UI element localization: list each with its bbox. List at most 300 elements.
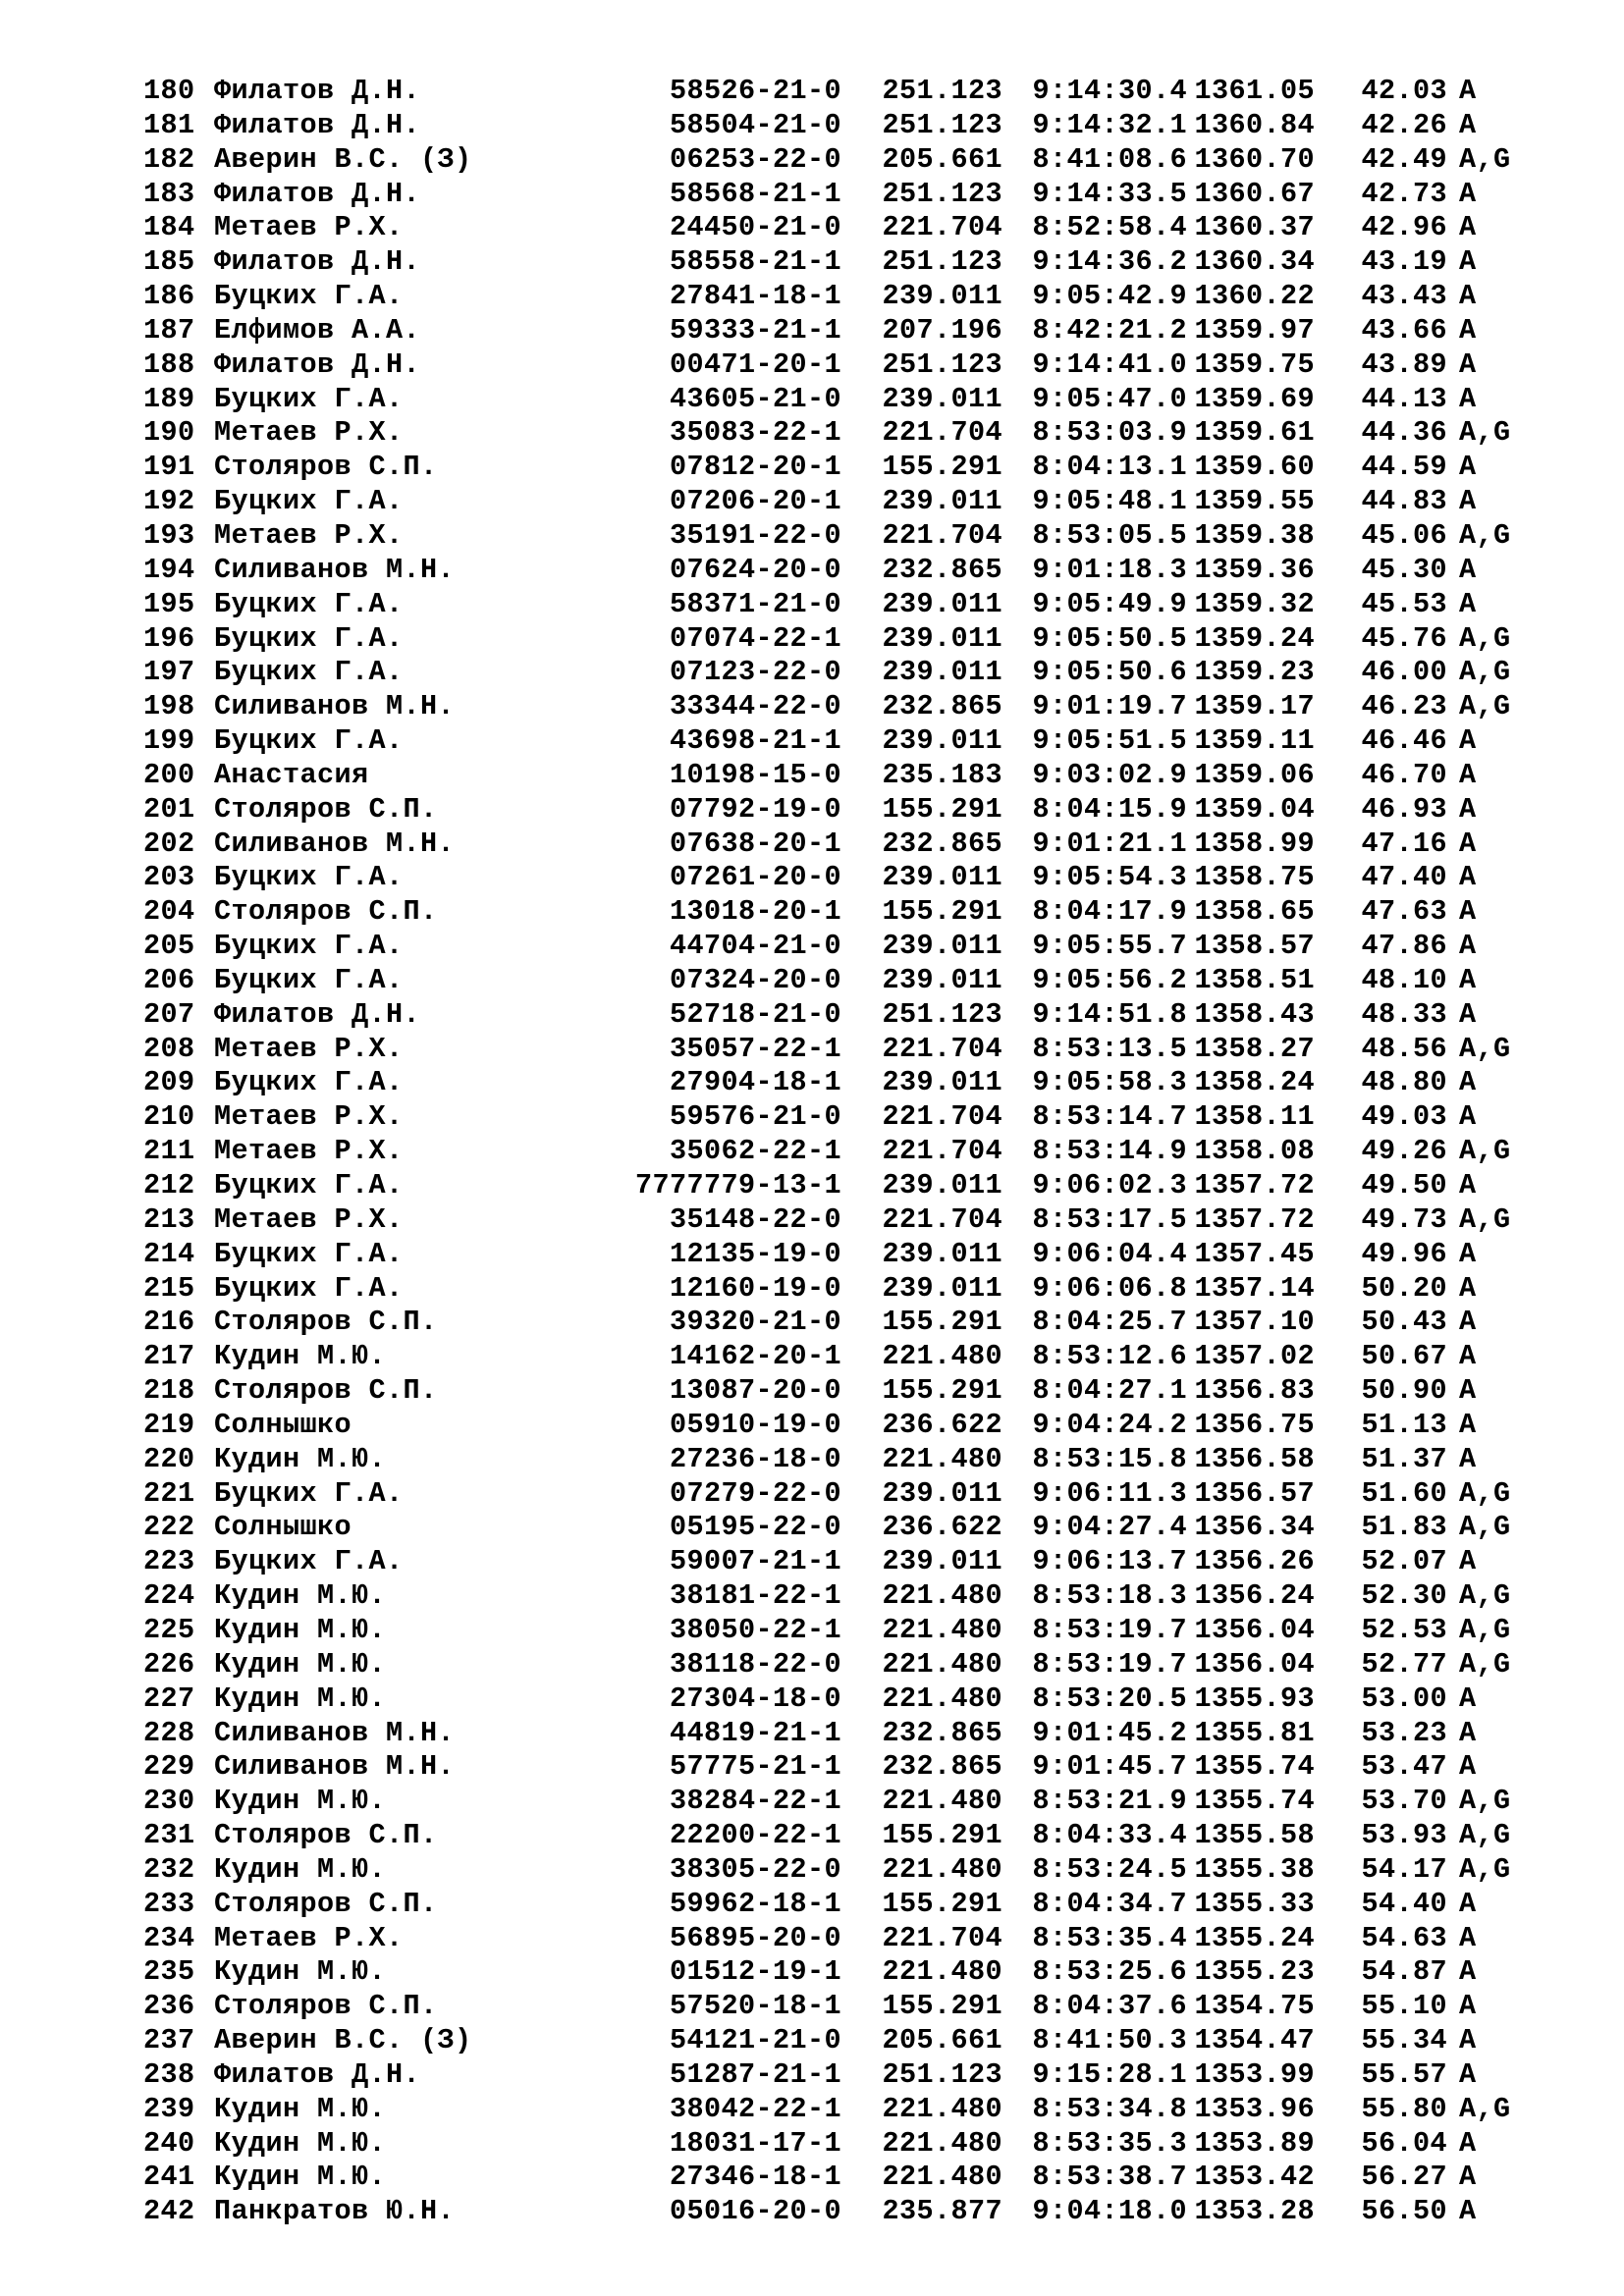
time-cell: 8:04:34.7 <box>1032 1887 1187 1920</box>
ring-code-cell: 07074-22-1 <box>669 621 841 655</box>
rank-cell: 203 <box>143 861 195 894</box>
flag-cell: A <box>1459 1682 1477 1715</box>
ring-code-cell: 58526-21-0 <box>669 75 841 107</box>
speed-cell: 1359.60 <box>1194 451 1315 484</box>
percent-cell: 53.93 <box>1361 1819 1447 1852</box>
rank-cell: 219 <box>143 1408 195 1441</box>
distance-cell: 155.291 <box>882 895 1002 929</box>
table-row <box>143 588 1547 622</box>
name-cell: Метаев Р.Х. <box>214 1100 404 1134</box>
name-cell: Буцких Г.А. <box>214 1237 404 1270</box>
flag-cell: A,G <box>1459 1785 1511 1818</box>
ring-code-cell: 38284-22-1 <box>669 1785 841 1818</box>
rank-cell: 218 <box>143 1374 195 1408</box>
ring-code-cell: 59576-21-0 <box>669 1100 841 1134</box>
flag-cell: A <box>1459 1100 1477 1134</box>
name-cell: Кудин М.Ю. <box>214 1785 387 1818</box>
percent-cell: 53.23 <box>1361 1716 1447 1749</box>
percent-cell: 56.04 <box>1361 2126 1447 2160</box>
table-row <box>143 2127 1547 2162</box>
flag-cell: A <box>1459 1887 1477 1920</box>
distance-cell: 221.480 <box>882 2161 1002 2194</box>
distance-cell: 251.123 <box>882 245 1002 279</box>
table-row <box>143 895 1547 930</box>
name-cell: Метаев Р.Х. <box>214 518 404 552</box>
ring-code-cell: 07206-20-1 <box>669 485 841 518</box>
table-row <box>143 109 1547 143</box>
flag-cell: A <box>1459 1750 1477 1784</box>
name-cell: Кудин М.Ю. <box>214 1647 387 1681</box>
flag-cell: A <box>1459 758 1477 791</box>
distance-cell: 239.011 <box>882 485 1002 518</box>
speed-cell: 1359.69 <box>1194 382 1315 415</box>
ring-code-cell: 06253-22-0 <box>669 142 841 176</box>
flag-cell: A,G <box>1459 1476 1511 1510</box>
table-row <box>143 1648 1547 1682</box>
percent-cell: 48.10 <box>1361 963 1447 996</box>
time-cell: 8:53:12.6 <box>1032 1340 1187 1373</box>
speed-cell: 1354.47 <box>1194 2024 1315 2057</box>
distance-cell: 155.291 <box>882 1819 1002 1852</box>
name-cell: Кудин М.Ю. <box>214 1442 387 1475</box>
time-cell: 9:14:51.8 <box>1032 997 1187 1031</box>
flag-cell: A <box>1459 553 1477 586</box>
flag-cell: A <box>1459 2024 1477 2057</box>
rank-cell: 231 <box>143 1819 195 1852</box>
flag-cell: A <box>1459 1271 1477 1305</box>
speed-cell: 1355.33 <box>1194 1887 1315 1920</box>
flag-cell: A <box>1459 1066 1477 1099</box>
name-cell: Елфимов А.А. <box>214 313 421 347</box>
ring-code-cell: 07261-20-0 <box>669 861 841 894</box>
table-row <box>143 1272 1547 1307</box>
percent-cell: 46.00 <box>1361 656 1447 689</box>
distance-cell: 239.011 <box>882 724 1002 758</box>
ring-code-cell: 44704-21-0 <box>669 930 841 963</box>
ring-code-cell: 27904-18-1 <box>669 1066 841 1099</box>
name-cell: Буцких Г.А. <box>214 1476 404 1510</box>
percent-cell: 42.49 <box>1361 142 1447 176</box>
rank-cell: 237 <box>143 2024 195 2057</box>
speed-cell: 1355.93 <box>1194 1682 1315 1715</box>
speed-cell: 1356.24 <box>1194 1579 1315 1613</box>
percent-cell: 42.73 <box>1361 177 1447 210</box>
flag-cell: A,G <box>1459 1852 1511 1886</box>
distance-cell: 239.011 <box>882 656 1002 689</box>
flag-cell: A,G <box>1459 1135 1511 1168</box>
ring-code-cell: 00471-20-1 <box>669 347 841 381</box>
speed-cell: 1358.57 <box>1194 930 1315 963</box>
time-cell: 9:06:13.7 <box>1032 1545 1187 1578</box>
time-cell: 9:05:50.6 <box>1032 656 1187 689</box>
distance-cell: 221.480 <box>882 2126 1002 2160</box>
speed-cell: 1357.02 <box>1194 1340 1315 1373</box>
time-cell: 9:01:45.7 <box>1032 1750 1187 1784</box>
table-row <box>143 793 1547 828</box>
table-row <box>143 1238 1547 1272</box>
percent-cell: 42.96 <box>1361 211 1447 244</box>
time-cell: 9:05:55.7 <box>1032 930 1187 963</box>
rank-cell: 227 <box>143 1682 195 1715</box>
speed-cell: 1354.75 <box>1194 1990 1315 2023</box>
speed-cell: 1356.34 <box>1194 1511 1315 1544</box>
time-cell: 9:03:02.9 <box>1032 758 1187 791</box>
table-row <box>143 1340 1547 1374</box>
name-cell: Буцких Г.А. <box>214 587 404 620</box>
speed-cell: 1353.99 <box>1194 2057 1315 2091</box>
table-row <box>143 178 1547 212</box>
distance-cell: 239.011 <box>882 382 1002 415</box>
ring-code-cell: 39320-21-0 <box>669 1306 841 1339</box>
speed-cell: 1357.10 <box>1194 1306 1315 1339</box>
name-cell: Кудин М.Ю. <box>214 1613 387 1646</box>
rank-cell: 221 <box>143 1476 195 1510</box>
distance-cell: 232.865 <box>882 1716 1002 1749</box>
speed-cell: 1353.96 <box>1194 2092 1315 2125</box>
time-cell: 9:14:33.5 <box>1032 177 1187 210</box>
table-row <box>143 1785 1547 1819</box>
speed-cell: 1358.65 <box>1194 895 1315 929</box>
ring-code-cell: 18031-17-1 <box>669 2126 841 2160</box>
rank-cell: 230 <box>143 1785 195 1818</box>
time-cell: 8:53:13.5 <box>1032 1032 1187 1065</box>
name-cell: Метаев Р.Х. <box>214 1135 404 1168</box>
distance-cell: 239.011 <box>882 1169 1002 1201</box>
ring-code-cell: 58504-21-0 <box>669 108 841 141</box>
flag-cell: A,G <box>1459 1032 1511 1065</box>
percent-cell: 50.20 <box>1361 1271 1447 1305</box>
ring-code-cell: 59962-18-1 <box>669 1887 841 1920</box>
table-row <box>143 828 1547 862</box>
percent-cell: 53.70 <box>1361 1785 1447 1818</box>
time-cell: 9:14:30.4 <box>1032 75 1187 107</box>
table-row <box>143 1477 1547 1512</box>
name-cell: Буцких Г.А. <box>214 1169 404 1201</box>
flag-cell: A,G <box>1459 1579 1511 1613</box>
table-row <box>143 1066 1547 1100</box>
time-cell: 8:04:17.9 <box>1032 895 1187 929</box>
ring-code-cell: 05195-22-0 <box>669 1511 841 1544</box>
rank-cell: 238 <box>143 2057 195 2091</box>
table-row <box>143 143 1547 178</box>
speed-cell: 1358.51 <box>1194 963 1315 996</box>
speed-cell: 1359.04 <box>1194 792 1315 826</box>
name-cell: Силиванов М.Н. <box>214 1750 456 1784</box>
time-cell: 8:53:03.9 <box>1032 416 1187 450</box>
table-row <box>143 622 1547 657</box>
ring-code-cell: 35083-22-1 <box>669 416 841 450</box>
distance-cell: 235.877 <box>882 2195 1002 2228</box>
speed-cell: 1355.23 <box>1194 1955 1315 1989</box>
rank-cell: 215 <box>143 1271 195 1305</box>
rank-cell: 225 <box>143 1613 195 1646</box>
time-cell: 8:04:27.1 <box>1032 1374 1187 1408</box>
percent-cell: 47.16 <box>1361 827 1447 860</box>
distance-cell: 251.123 <box>882 347 1002 381</box>
rank-cell: 208 <box>143 1032 195 1065</box>
flag-cell: A <box>1459 313 1477 347</box>
name-cell: Силиванов М.Н. <box>214 1716 456 1749</box>
name-cell: Буцких Г.А. <box>214 656 404 689</box>
percent-cell: 48.80 <box>1361 1066 1447 1099</box>
percent-cell: 44.83 <box>1361 485 1447 518</box>
ring-code-cell: 27346-18-1 <box>669 2161 841 2194</box>
ring-code-cell: 24450-21-0 <box>669 211 841 244</box>
rank-cell: 194 <box>143 553 195 586</box>
distance-cell: 155.291 <box>882 1990 1002 2023</box>
name-cell: Филатов Д.Н. <box>214 2057 421 2091</box>
table-row <box>143 690 1547 724</box>
name-cell: Буцких Г.А. <box>214 861 404 894</box>
flag-cell: A <box>1459 963 1477 996</box>
time-cell: 8:53:17.5 <box>1032 1202 1187 1236</box>
flag-cell: A <box>1459 827 1477 860</box>
time-cell: 9:01:19.7 <box>1032 690 1187 723</box>
rank-cell: 239 <box>143 2092 195 2125</box>
name-cell: Анастасия <box>214 758 369 791</box>
ring-code-cell: 07638-20-1 <box>669 827 841 860</box>
name-cell: Кудин М.Ю. <box>214 1852 387 1886</box>
percent-cell: 46.70 <box>1361 758 1447 791</box>
table-row <box>143 75 1547 109</box>
percent-cell: 53.47 <box>1361 1750 1447 1784</box>
percent-cell: 51.83 <box>1361 1511 1447 1544</box>
name-cell: Солнышко <box>214 1408 352 1441</box>
time-cell: 9:01:18.3 <box>1032 553 1187 586</box>
speed-cell: 1353.89 <box>1194 2126 1315 2160</box>
ring-code-cell: 43698-21-1 <box>669 724 841 758</box>
time-cell: 9:05:50.5 <box>1032 621 1187 655</box>
time-cell: 9:04:27.4 <box>1032 1511 1187 1544</box>
distance-cell: 221.480 <box>882 1442 1002 1475</box>
rank-cell: 236 <box>143 1990 195 2023</box>
percent-cell: 47.40 <box>1361 861 1447 894</box>
time-cell: 8:53:35.3 <box>1032 2126 1187 2160</box>
distance-cell: 251.123 <box>882 997 1002 1031</box>
speed-cell: 1359.38 <box>1194 518 1315 552</box>
distance-cell: 221.480 <box>882 2092 1002 2125</box>
flag-cell: A <box>1459 1169 1477 1201</box>
time-cell: 9:01:45.2 <box>1032 1716 1187 1749</box>
flag-cell: A <box>1459 347 1477 381</box>
table-row <box>143 1614 1547 1648</box>
percent-cell: 50.90 <box>1361 1374 1447 1408</box>
distance-cell: 155.291 <box>882 451 1002 484</box>
rank-cell: 204 <box>143 895 195 929</box>
speed-cell: 1359.32 <box>1194 587 1315 620</box>
ring-code-cell: 58558-21-1 <box>669 245 841 279</box>
ring-code-cell: 58371-21-0 <box>669 587 841 620</box>
flag-cell: A,G <box>1459 1202 1511 1236</box>
name-cell: Столяров С.П. <box>214 895 438 929</box>
ring-code-cell: 07624-20-0 <box>669 553 841 586</box>
name-cell: Кудин М.Ю. <box>214 2126 387 2160</box>
speed-cell: 1358.08 <box>1194 1135 1315 1168</box>
rank-cell: 214 <box>143 1237 195 1270</box>
rank-cell: 186 <box>143 280 195 313</box>
speed-cell: 1357.72 <box>1194 1169 1315 1201</box>
percent-cell: 43.43 <box>1361 280 1447 313</box>
distance-cell: 236.622 <box>882 1408 1002 1441</box>
time-cell: 9:04:18.0 <box>1032 2195 1187 2228</box>
ring-code-cell: 12135-19-0 <box>669 1237 841 1270</box>
rank-cell: 188 <box>143 347 195 381</box>
flag-cell: A <box>1459 1442 1477 1475</box>
distance-cell: 221.704 <box>882 1135 1002 1168</box>
rank-cell: 241 <box>143 2161 195 2194</box>
percent-cell: 45.30 <box>1361 553 1447 586</box>
table-row <box>143 1511 1547 1545</box>
ring-code-cell: 35062-22-1 <box>669 1135 841 1168</box>
percent-cell: 47.86 <box>1361 930 1447 963</box>
table-row <box>143 964 1547 998</box>
rank-cell: 183 <box>143 177 195 210</box>
time-cell: 8:53:19.7 <box>1032 1647 1187 1681</box>
speed-cell: 1356.04 <box>1194 1613 1315 1646</box>
distance-cell: 221.704 <box>882 416 1002 450</box>
table-row <box>143 2058 1547 2093</box>
ring-code-cell: 14162-20-1 <box>669 1340 841 1373</box>
name-cell: Силиванов М.Н. <box>214 553 456 586</box>
time-cell: 8:53:14.9 <box>1032 1135 1187 1168</box>
percent-cell: 52.07 <box>1361 1545 1447 1578</box>
speed-cell: 1356.57 <box>1194 1476 1315 1510</box>
speed-cell: 1360.84 <box>1194 108 1315 141</box>
table-row <box>143 1990 1547 2024</box>
ring-code-cell: 27236-18-0 <box>669 1442 841 1475</box>
distance-cell: 251.123 <box>882 177 1002 210</box>
name-cell: Метаев Р.Х. <box>214 416 404 450</box>
table-row <box>143 451 1547 485</box>
distance-cell: 221.480 <box>882 1340 1002 1373</box>
name-cell: Столяров С.П. <box>214 1819 438 1852</box>
distance-cell: 251.123 <box>882 108 1002 141</box>
name-cell: Филатов Д.Н. <box>214 177 421 210</box>
name-cell: Солнышко <box>214 1511 352 1544</box>
table-row <box>143 1955 1547 1990</box>
percent-cell: 42.03 <box>1361 75 1447 107</box>
ring-code-cell: 35191-22-0 <box>669 518 841 552</box>
time-cell: 8:04:37.6 <box>1032 1990 1187 2023</box>
name-cell: Буцких Г.А. <box>214 280 404 313</box>
time-cell: 8:53:38.7 <box>1032 2161 1187 2194</box>
time-cell: 9:06:11.3 <box>1032 1476 1187 1510</box>
speed-cell: 1359.17 <box>1194 690 1315 723</box>
flag-cell: A,G <box>1459 1613 1511 1646</box>
flag-cell: A <box>1459 1955 1477 1989</box>
percent-cell: 49.03 <box>1361 1100 1447 1134</box>
time-cell: 8:53:15.8 <box>1032 1442 1187 1475</box>
name-cell: Филатов Д.Н. <box>214 75 421 107</box>
distance-cell: 221.480 <box>882 1613 1002 1646</box>
table-row <box>143 519 1547 554</box>
percent-cell: 55.57 <box>1361 2057 1447 2091</box>
distance-cell: 232.865 <box>882 827 1002 860</box>
speed-cell: 1360.70 <box>1194 142 1315 176</box>
percent-cell: 51.13 <box>1361 1408 1447 1441</box>
name-cell: Метаев Р.Х. <box>214 1921 404 1954</box>
rank-cell: 180 <box>143 75 195 107</box>
speed-cell: 1360.67 <box>1194 177 1315 210</box>
flag-cell: A <box>1459 451 1477 484</box>
table-row <box>143 1682 1547 1717</box>
distance-cell: 221.704 <box>882 1100 1002 1134</box>
speed-cell: 1356.75 <box>1194 1408 1315 1441</box>
time-cell: 9:06:02.3 <box>1032 1169 1187 1201</box>
percent-cell: 47.63 <box>1361 895 1447 929</box>
distance-cell: 239.011 <box>882 621 1002 655</box>
percent-cell: 49.26 <box>1361 1135 1447 1168</box>
name-cell: Кудин М.Ю. <box>214 1340 387 1373</box>
flag-cell: A <box>1459 1408 1477 1441</box>
name-cell: Буцких Г.А. <box>214 930 404 963</box>
table-row <box>143 861 1547 895</box>
table-row <box>143 211 1547 245</box>
percent-cell: 52.30 <box>1361 1579 1447 1613</box>
rank-cell: 213 <box>143 1202 195 1236</box>
rank-cell: 209 <box>143 1066 195 1099</box>
percent-cell: 43.89 <box>1361 347 1447 381</box>
ring-code-cell: 07123-22-0 <box>669 656 841 689</box>
speed-cell: 1361.05 <box>1194 75 1315 107</box>
ring-code-cell: 27841-18-1 <box>669 280 841 313</box>
distance-cell: 239.011 <box>882 587 1002 620</box>
rank-cell: 197 <box>143 656 195 689</box>
ring-code-cell: 38042-22-1 <box>669 2092 841 2125</box>
table-row <box>143 348 1547 383</box>
flag-cell: A <box>1459 1237 1477 1270</box>
name-cell: Буцких Г.А. <box>214 1066 404 1099</box>
speed-cell: 1353.42 <box>1194 2161 1315 2194</box>
table-row <box>143 1545 1547 1579</box>
name-cell: Кудин М.Ю. <box>214 1579 387 1613</box>
table-row <box>143 416 1547 451</box>
speed-cell: 1356.83 <box>1194 1374 1315 1408</box>
name-cell: Кудин М.Ю. <box>214 2161 387 2194</box>
table-row <box>143 1409 1547 1443</box>
speed-cell: 1355.38 <box>1194 1852 1315 1886</box>
time-cell: 8:04:33.4 <box>1032 1819 1187 1852</box>
rank-cell: 195 <box>143 587 195 620</box>
distance-cell: 239.011 <box>882 1545 1002 1578</box>
percent-cell: 44.36 <box>1361 416 1447 450</box>
rank-cell: 234 <box>143 1921 195 1954</box>
distance-cell: 239.011 <box>882 1476 1002 1510</box>
percent-cell: 49.50 <box>1361 1169 1447 1201</box>
time-cell: 9:01:21.1 <box>1032 827 1187 860</box>
table-row <box>143 2093 1547 2127</box>
name-cell: Столяров С.П. <box>214 792 438 826</box>
speed-cell: 1359.23 <box>1194 656 1315 689</box>
ring-code-cell: 10198-15-0 <box>669 758 841 791</box>
table-row <box>143 1203 1547 1238</box>
time-cell: 9:05:49.9 <box>1032 587 1187 620</box>
table-row <box>143 1135 1547 1169</box>
percent-cell: 52.77 <box>1361 1647 1447 1681</box>
ring-code-cell: 35148-22-0 <box>669 1202 841 1236</box>
percent-cell: 51.37 <box>1361 1442 1447 1475</box>
table-row <box>143 1306 1547 1340</box>
flag-cell: A,G <box>1459 1819 1511 1852</box>
rank-cell: 193 <box>143 518 195 552</box>
rank-cell: 207 <box>143 997 195 1031</box>
distance-cell: 239.011 <box>882 280 1002 313</box>
ring-code-cell: 51287-21-1 <box>669 2057 841 2091</box>
ring-code-cell: 57775-21-1 <box>669 1750 841 1784</box>
time-cell: 9:15:28.1 <box>1032 2057 1187 2091</box>
flag-cell: A <box>1459 1340 1477 1373</box>
name-cell: Столяров С.П. <box>214 451 438 484</box>
